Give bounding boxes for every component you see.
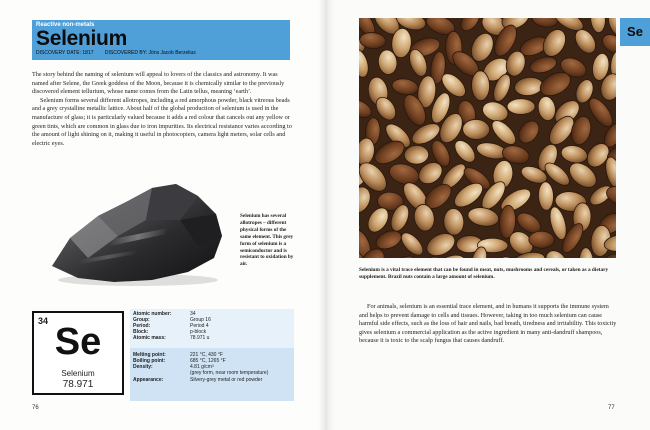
paragraph: The story behind the naming of selenium will appeal to lovers of the classics and astronomy. It was named after Selene, the Greek goddess of the Moon, because it is chemically similar to the previously discovered element tellurium, whose name comes from the Latin tellus, meaning ‘earth’. bbox=[32, 71, 285, 96]
nut-shape bbox=[471, 71, 490, 101]
discovery-date: DISCOVERY DATE: 1817 bbox=[36, 50, 94, 56]
element-symbol: Se bbox=[54, 321, 102, 363]
discovery-line bbox=[36, 50, 206, 56]
page-number-right: 77 bbox=[608, 405, 615, 411]
page-title: Selenium bbox=[36, 27, 127, 50]
atomic-number: 34 bbox=[38, 316, 49, 326]
category-label: Reactive non-metals bbox=[36, 22, 95, 28]
nut-shape bbox=[507, 99, 535, 115]
paragraph: Selenium forms several different allotropes, including a red amorphous powder, black vitreous beads and a grey crystalline metallic lattice. About half of the global production of selenium is used in the manufacture of glass; it is particularly valued because it adds a red colour that cancels out any yellow or green tints, which are common in glass due to iron impurities. Its electrical resistance varies according to the amount of light shining on it, making it useful in photocopiers, camera light meters, solar cells and electric eyes. bbox=[32, 96, 292, 147]
page-number-left: 76 bbox=[32, 405, 39, 411]
brazil-nuts-photo bbox=[359, 18, 616, 258]
properties-physical: Melting point: 221 °C, 430 °F Boiling point: 685 °C, 1265 °F Density: 4.81 g/cm³ (grey form, near room temperature) Appearance: Silvery-grey metal or red powder bbox=[130, 348, 294, 401]
element-header bbox=[32, 20, 290, 60]
nut-shape bbox=[404, 145, 429, 164]
atomic-mass: 78.971 bbox=[62, 379, 94, 390]
element-name: Selenium bbox=[61, 369, 95, 378]
selenium-rock-photo bbox=[48, 180, 226, 288]
element-tile bbox=[32, 311, 124, 395]
discovered-by: DISCOVERED BY: Jöns Jacob Berzelius bbox=[104, 50, 196, 56]
body-text bbox=[32, 71, 294, 148]
photo-caption: Selenium is a vital trace element that can be found in meat, nuts, mushrooms and cereals, or taken as a dietary supplement. Brazil nuts contain a large amount of selenium. bbox=[359, 267, 609, 280]
body-text-right: For animals, selenium is an essential trace element, and in humans it supports the immune system and helps to prevent damage to cells and tissues. However, taking in too much selenium can cause harmful side effects, such as the loss of hair and nails, bad breath, tiredness and irritability. This toxicity gives selenium a commercial application as the active ingredient in many anti-dandruff shampoos, because it is toxic to the scalp fungus that causes dandruff. bbox=[359, 303, 617, 345]
book-gutter bbox=[318, 0, 334, 430]
properties-table bbox=[130, 309, 294, 401]
rock-caption: Selenium has several allotropes – different physical forms of the same element. This grey form of selenium is a semiconductor and is resistant to oxidation by air. bbox=[240, 213, 294, 268]
element-tab: Se bbox=[620, 18, 650, 46]
properties-basic: Atomic number: 34 Group: Group 16 Period: Period 4 Block: p-block Atomic mass: 78.971 u bbox=[130, 309, 294, 348]
